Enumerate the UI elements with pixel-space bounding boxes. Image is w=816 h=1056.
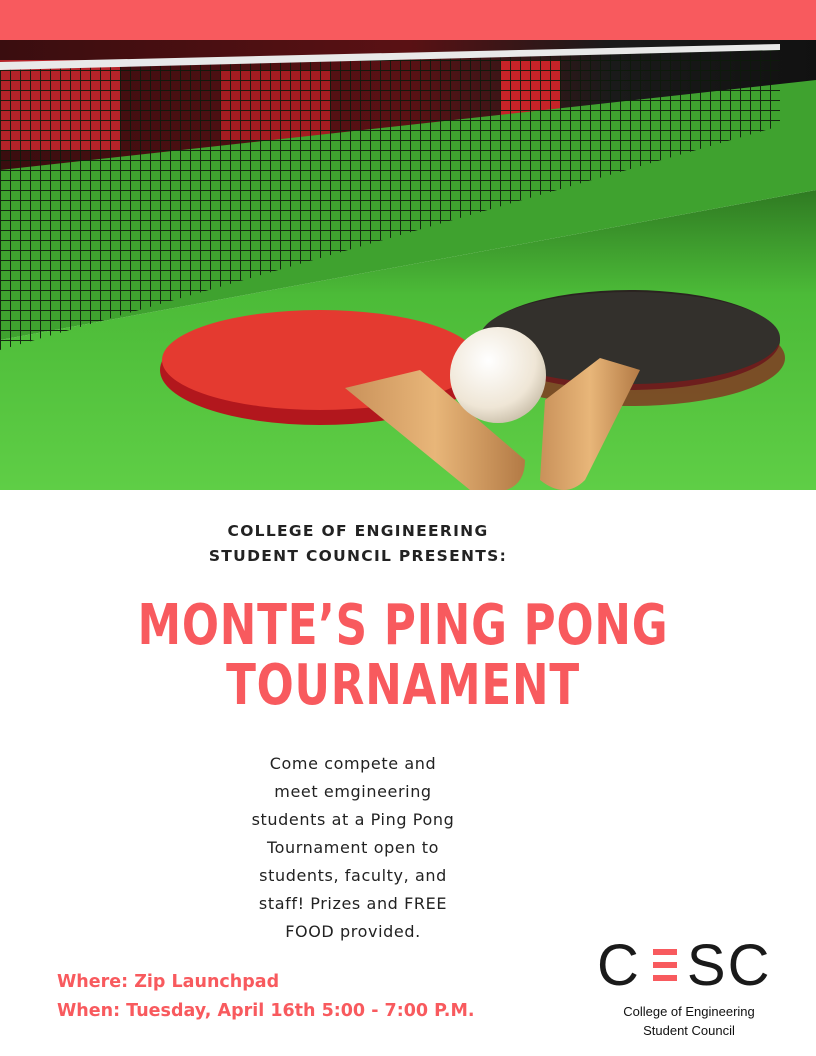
logo-subtitle-line-1: College of Engineering (623, 1004, 755, 1019)
logo-letter-c: C (597, 933, 641, 998)
description-line: Come compete and (269, 754, 437, 773)
description-line: meet emgineering (274, 782, 432, 801)
event-time: When: Tuesday, April 16th 5:00 - 7:00 P.M. (57, 1001, 475, 1021)
title-line-2: TOURNAMENT (226, 653, 580, 718)
presenter-heading (0, 519, 716, 569)
logo-subtitle-line-2: Student Council (643, 1023, 735, 1038)
description-line: students, faculty, and (259, 866, 447, 885)
description-line: FOOD provided. (285, 922, 421, 941)
event-title (89, 593, 718, 718)
description-line: Tournament open to (266, 838, 440, 857)
description-line: students at a Ping Pong (251, 810, 455, 829)
event-details (57, 968, 475, 1026)
cesc-logo (597, 933, 797, 1046)
cesc-logo-mark (597, 933, 797, 998)
presenter-line-2: STUDENT COUNCIL PRESENTS: (208, 547, 508, 565)
event-location: Where: Zip Launchpad (57, 972, 280, 992)
title-line-1: MONTE’S PING PONG (137, 593, 669, 658)
top-accent-bar (0, 0, 816, 40)
logo-letters-sc: SC (686, 933, 772, 998)
hero-photo (0, 40, 816, 490)
logo-e-bars-icon (647, 943, 683, 987)
event-description (203, 750, 503, 946)
presenter-line-1: COLLEGE OF ENGINEERING (227, 522, 489, 540)
description-line: staff! Prizes and FREE (258, 894, 448, 913)
logo-subtitle (589, 1002, 789, 1040)
